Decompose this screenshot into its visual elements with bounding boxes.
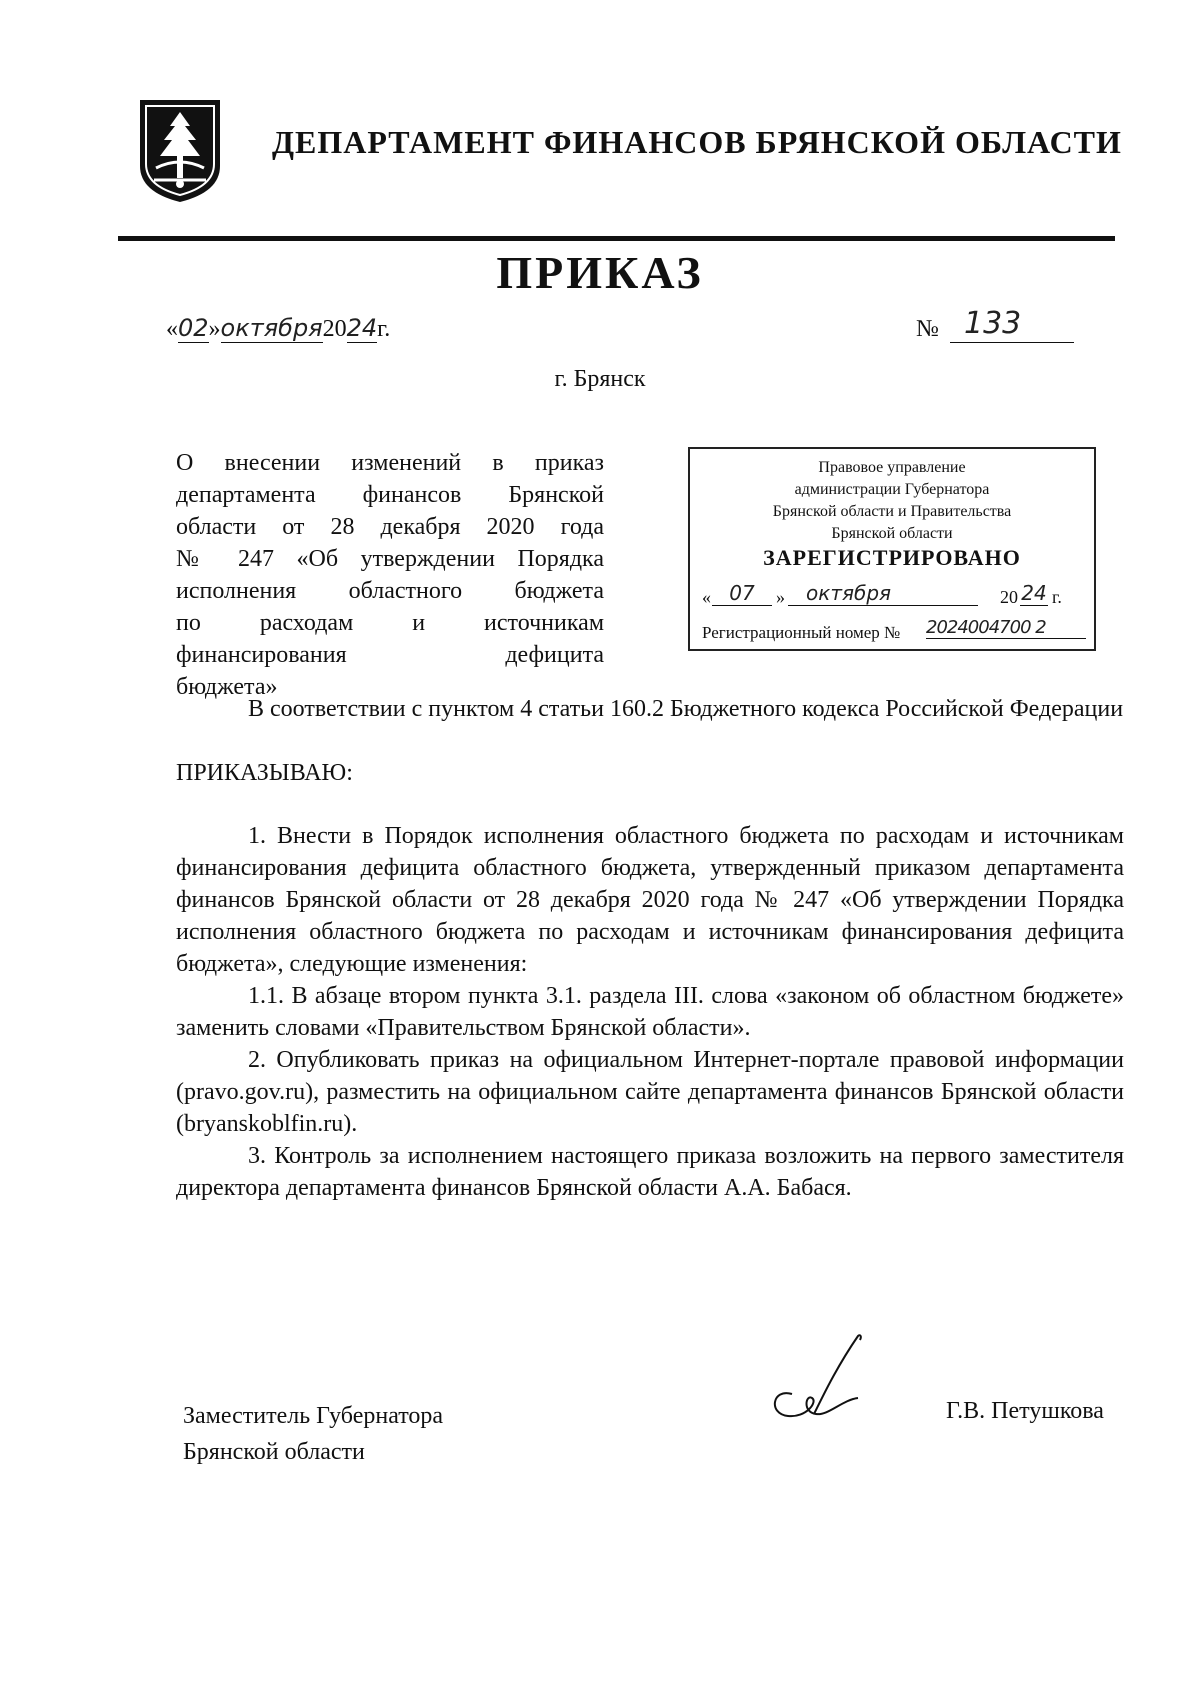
document-city: г. Брянск	[554, 366, 646, 392]
coat-of-arms-icon	[134, 96, 226, 204]
date-year-prefix: 20	[322, 316, 347, 342]
stamp-date-open: «	[702, 587, 711, 607]
subject-line: департамента финансов Брянской	[176, 482, 604, 508]
document-number: 133	[964, 306, 1022, 341]
stamp-date-close: »	[776, 587, 785, 607]
registration-stamp	[688, 447, 1096, 651]
document-type: ПРИКАЗ	[496, 247, 704, 298]
header-divider	[118, 236, 1115, 241]
stamp-registration	[702, 617, 1086, 645]
document-date	[166, 314, 390, 343]
stamp-year-suffix: 24	[1021, 581, 1047, 605]
document-number-field	[950, 306, 1074, 343]
stamp-date	[702, 581, 1084, 611]
clause-1: 1. Внести в Порядок исполнения областного бюджета по расходам и источникам финансирования дефицита областного бюджета, утвержденный приказом департамента финансов Брянской области от 28 декабря 2020 года № 247 «Об утверждении Порядка исполнения областного бюджета по расходам и источникам финансирования дефицита бюджета», следующие изменения:	[176, 823, 1124, 977]
date-month: октября	[220, 314, 323, 342]
handwritten-signature	[762, 1328, 882, 1448]
date-open-quote: «	[166, 316, 178, 342]
clause-3: 3. Контроль за исполнением настоящего приказа возложить на первого заместителя директора департамента финансов Брянской области А.А. Бабася.	[176, 1143, 1124, 1201]
clause-2: 2. Опубликовать приказ на официальном Интернет-портале правовой информации (pravo.gov.ru), разместить на официальном сайте департамента финансов Брянской области (bryanskoblfin.ru).	[176, 1047, 1124, 1137]
subject-line: финансирования дефицита	[176, 642, 604, 668]
stamp-date-month: октября	[788, 581, 978, 606]
stamp-status: ЗАРЕГИСТРИРОВАНО	[763, 545, 1021, 570]
subject-line: области от 28 декабря 2020 года	[176, 514, 604, 540]
subject-line: бюджета»	[176, 674, 278, 700]
signatory-name: Г.В. Петушкова	[946, 1398, 1104, 1424]
stamp-reg-label: Регистрационный номер №	[702, 623, 901, 642]
stamp-date-day: 07	[712, 581, 772, 606]
stamp-year-prefix: 20	[1000, 587, 1018, 607]
position-line: Заместитель Губернатора	[183, 1403, 444, 1429]
order-word: ПРИКАЗЫВАЮ:	[176, 760, 353, 786]
stamp-line: Брянской области и Правительства	[772, 503, 1012, 520]
subject-line: О внесении изменений в приказ	[176, 450, 604, 476]
date-close-quote: »	[208, 316, 221, 342]
date-day: 02	[178, 314, 209, 342]
signatory-position	[183, 1398, 443, 1470]
position-line: Брянской области	[183, 1439, 365, 1465]
subject-line: исполнения областного бюджета	[176, 578, 604, 604]
document-number-label: №	[916, 316, 939, 342]
date-suffix: г.	[377, 316, 391, 342]
stamp-reg-number: 2024004700 2	[926, 617, 1086, 639]
date-year-suffix: 24	[346, 314, 378, 342]
department-title: ДЕПАРТАМЕНТ ФИНАНСОВ БРЯНСКОЙ ОБЛАСТИ	[272, 124, 1122, 160]
stamp-line: Правовое управление	[818, 459, 966, 476]
clause-1-1: 1.1. В абзаце втором пункта 3.1. раздела III. слова «законом об областном бюджете» заменить словами «Правительством Брянской области».	[176, 983, 1124, 1041]
document-subject	[176, 447, 604, 703]
preamble: В соответствии с пунктом 4 статьи 160.2 Бюджетного кодекса Российской Федерации	[248, 696, 1124, 722]
stamp-line: Брянской области	[831, 525, 953, 542]
subject-line: № 247 «Об утверждении Порядка	[176, 546, 604, 572]
subject-line: по расходам и источникам	[176, 610, 604, 636]
stamp-line: администрации Губернатора	[794, 481, 990, 498]
stamp-year-g: г.	[1052, 587, 1062, 607]
stamp-authority	[690, 457, 1094, 545]
